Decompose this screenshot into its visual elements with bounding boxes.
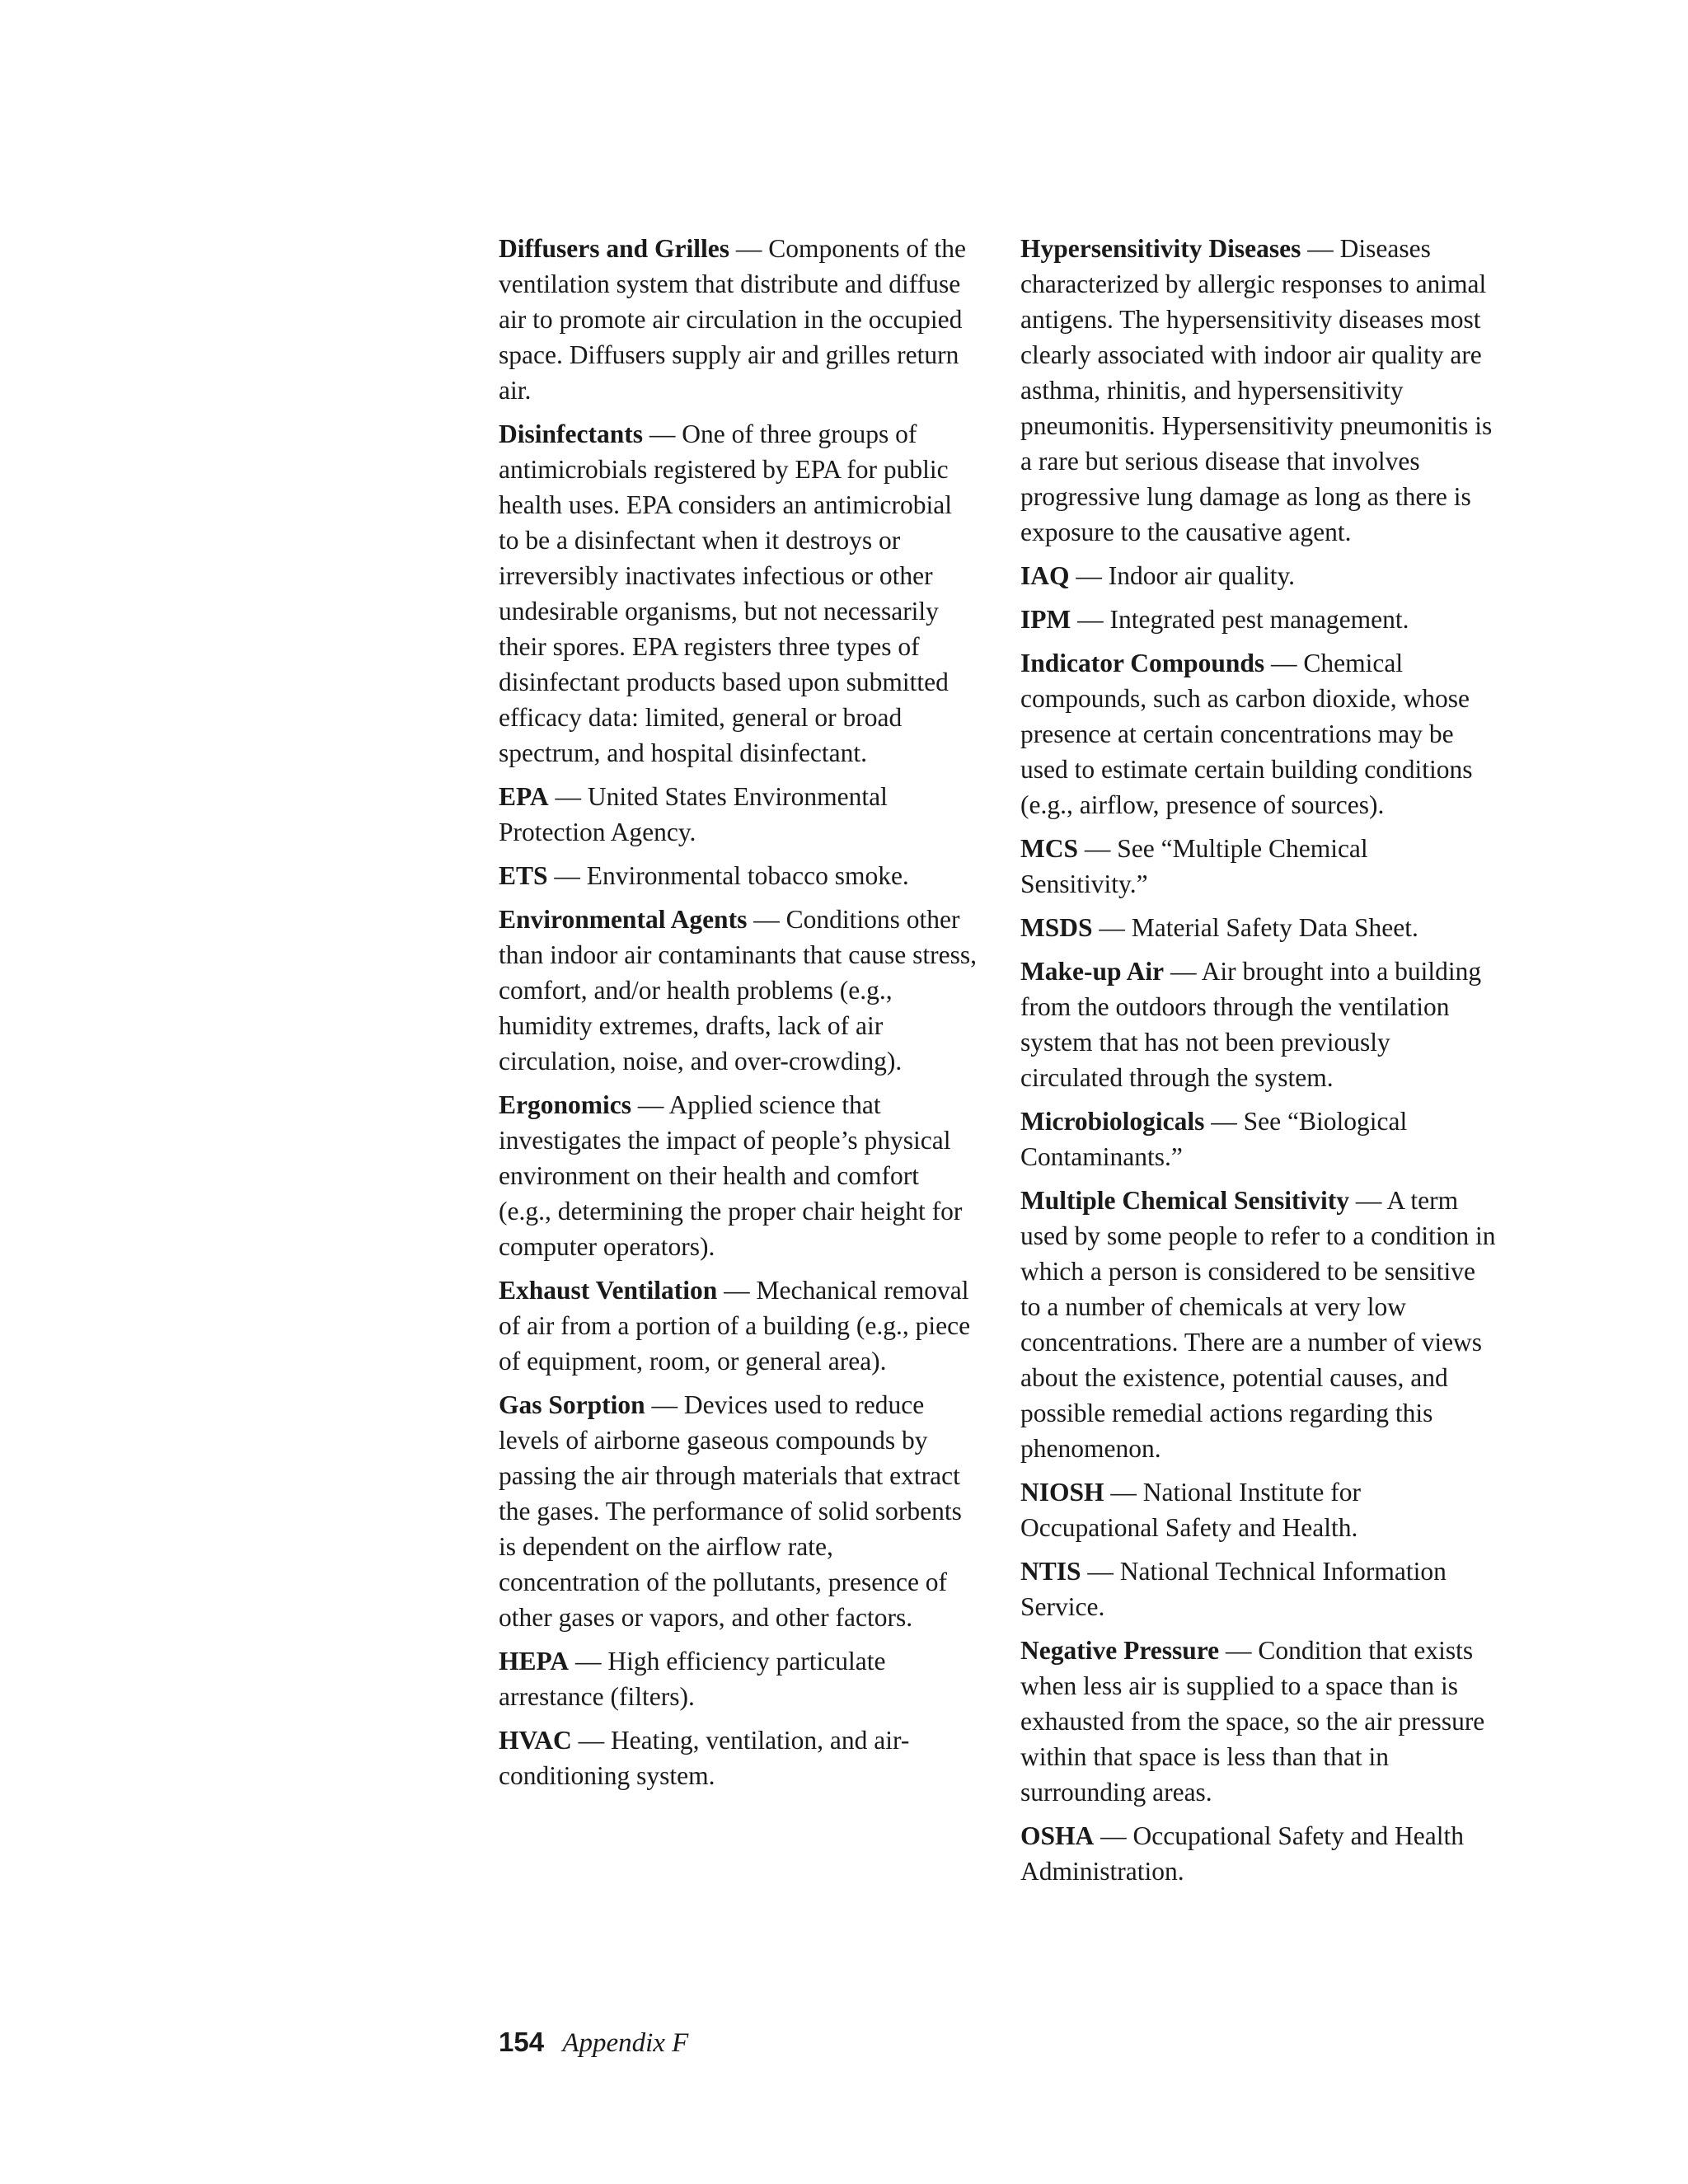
em-dash-separator: — [554, 861, 580, 890]
glossary-definition: See “Biological Contaminants.” [1020, 1107, 1408, 1171]
glossary-column-right [1020, 231, 1498, 1897]
em-dash-separator: — [1271, 649, 1297, 677]
glossary-entry [1020, 1104, 1498, 1174]
em-dash-separator: — [555, 782, 582, 811]
glossary-entry [499, 1272, 977, 1379]
glossary-definition: One of three groups of antimicrobials registered by EPA for public health uses. EPA considers an antimicrobial to be a disinfectant when it destroys or irreversibly inactivates infectious or other undesirable organisms, but not necessarily their spores. EPA registers three types of disinfectant products based upon submitted efficacy data: limited, general or broad spectrum, and hospital disinfectant. [499, 419, 952, 767]
glossary-entry [499, 1722, 977, 1793]
glossary-entry [1020, 645, 1498, 823]
section-name: Appendix F [562, 2028, 689, 2058]
glossary-entry [1020, 1633, 1498, 1810]
glossary-definition: Occupational Safety and Health Administration. [1020, 1821, 1465, 1886]
glossary-entry [1020, 1474, 1498, 1545]
glossary-entry [1020, 602, 1498, 637]
em-dash-separator: — [1307, 234, 1334, 263]
glossary-entry [1020, 910, 1498, 945]
glossary-definition: Mechanical removal of air from a portion of a building (e.g., piece of equipment, room, or general area). [499, 1276, 971, 1376]
em-dash-separator: — [1110, 1478, 1137, 1507]
glossary-definition: Chemical compounds, such as carbon dioxide, whose presence at certain concentrations may be used to estimate certain building conditions (e.g., airflow, presence of sources). [1020, 649, 1473, 819]
em-dash-separator: — [651, 1390, 678, 1419]
glossary-term: Exhaust Ventilation [499, 1276, 718, 1305]
glossary-term: NIOSH [1020, 1478, 1104, 1507]
em-dash-separator: — [1084, 834, 1111, 863]
em-dash-separator: — [724, 1276, 750, 1305]
glossary-entry [499, 231, 977, 408]
glossary-term: Hypersensitivity Diseases [1020, 234, 1301, 263]
glossary-entry [499, 416, 977, 771]
em-dash-separator: — [649, 419, 676, 448]
glossary-entry [1020, 954, 1498, 1095]
page-number: 154 [499, 2027, 545, 2057]
glossary-definition: See “Multiple Chemical Sensitivity.” [1020, 834, 1368, 898]
glossary-term: Diffusers and Grilles [499, 234, 729, 263]
em-dash-separator: — [637, 1090, 664, 1119]
em-dash-separator: — [1170, 957, 1197, 986]
em-dash-separator: — [1226, 1636, 1252, 1665]
glossary-term: MSDS [1020, 913, 1093, 942]
glossary-term: Environmental Agents [499, 905, 748, 934]
glossary-definition: Applied science that investigates the impact of people’s physical environment on their health and comfort (e.g., determining the proper chair height for computer operators). [499, 1090, 963, 1261]
glossary-definition: Components of the ventilation system that distribute and diffuse air to promote air circulation in the occupied space. Diffusers supply air and grilles return air. [499, 234, 966, 405]
glossary-definition: Air brought into a building from the outdoors through the ventilation system that has not been previously circulated through the system. [1020, 957, 1482, 1092]
em-dash-separator: — [1077, 605, 1104, 634]
glossary-term: EPA [499, 782, 549, 811]
glossary-term: HEPA [499, 1647, 570, 1675]
em-dash-separator: — [1087, 1557, 1114, 1586]
glossary-term: Multiple Chemical Sensitivity [1020, 1186, 1349, 1215]
em-dash-separator: — [1355, 1186, 1382, 1215]
glossary-term: Negative Pressure [1020, 1636, 1220, 1665]
glossary-term: ETS [499, 861, 548, 890]
em-dash-separator: — [753, 905, 780, 934]
glossary-definition: Conditions other than indoor air contaminants that cause stress, comfort, and/or health problems (e.g., humidity extremes, drafts, lack of air circulation, noise, and over-crowding). [499, 905, 977, 1076]
em-dash-separator: — [735, 234, 762, 263]
glossary-definition: Integrated pest management. [1109, 605, 1409, 634]
glossary-term: Make-up Air [1020, 957, 1165, 986]
glossary-term: Disinfectants [499, 419, 643, 448]
glossary-entry [1020, 1818, 1498, 1889]
em-dash-separator: — [1211, 1107, 1237, 1136]
em-dash-separator: — [575, 1647, 602, 1675]
glossary-entry [1020, 1554, 1498, 1624]
glossary-definition: Environmental tobacco smoke. [586, 861, 909, 890]
glossary-term: IPM [1020, 605, 1071, 634]
glossary-definition: Diseases characterized by allergic responses to animal antigens. The hypersensitivity diseases most clearly associated with indoor air quality are asthma, rhinitis, and hypersensitivity pneumonitis. Hypersensitivity pneumonitis is a rare but serious disease that involves progressive lung damage as long as there is exposure to the causative agent. [1020, 234, 1493, 546]
glossary-entry [1020, 231, 1498, 550]
glossary-term: HVAC [499, 1726, 572, 1755]
glossary-term: Gas Sorption [499, 1390, 645, 1419]
glossary-definition: Heating, ventilation, and air-conditioning system. [499, 1726, 910, 1790]
glossary-term: IAQ [1020, 561, 1070, 590]
glossary-term: NTIS [1020, 1557, 1081, 1586]
glossary-definition: Condition that exists when less air is supplied to a space than is exhausted from the space, so the air pressure within that space is less than that in surrounding areas. [1020, 1636, 1485, 1807]
glossary-definition: National Technical Information Service. [1020, 1557, 1447, 1621]
glossary-column-left [499, 231, 977, 1802]
glossary-definition: Devices used to reduce levels of airborne gaseous compounds by passing the air through materials that extract the gases. The performance of solid sorbents is dependent on the airflow rate, concentration of the pollutants, presence of other gases or vapors, and other factors. [499, 1390, 962, 1632]
glossary-entry [499, 858, 977, 893]
glossary-definition: Indoor air quality. [1108, 561, 1296, 590]
glossary-term: OSHA [1020, 1821, 1095, 1850]
em-dash-separator: — [578, 1726, 605, 1755]
em-dash-separator: — [1099, 913, 1125, 942]
glossary-entry [499, 779, 977, 850]
glossary-definition: A term used by some people to refer to a condition in which a person is considered to be sensitive to a number of chemicals at very low concentrations. There are a number of views about the existence, potential causes, and possible remedial actions regarding this phenomenon. [1020, 1186, 1496, 1463]
glossary-term: MCS [1020, 834, 1078, 863]
glossary-definition: National Institute for Occupational Safety and Health. [1020, 1478, 1361, 1542]
glossary-entry [499, 902, 977, 1079]
glossary-entry [499, 1387, 977, 1635]
glossary-entry [1020, 558, 1498, 593]
page-footer [499, 2026, 688, 2060]
glossary-entry [499, 1087, 977, 1264]
glossary-entry [499, 1643, 977, 1714]
glossary-entry [1020, 1183, 1498, 1466]
glossary-term: Indicator Compounds [1020, 649, 1265, 677]
glossary-definition: United States Environmental Protection Agency. [499, 782, 888, 846]
em-dash-separator: — [1100, 1821, 1127, 1850]
glossary-term: Ergonomics [499, 1090, 631, 1119]
glossary-definition: Material Safety Data Sheet. [1131, 913, 1418, 942]
glossary-term: Microbiologicals [1020, 1107, 1205, 1136]
glossary-entry [1020, 831, 1498, 902]
glossary-definition: High efficiency particulate arrestance (filters). [499, 1647, 886, 1711]
em-dash-separator: — [1076, 561, 1102, 590]
